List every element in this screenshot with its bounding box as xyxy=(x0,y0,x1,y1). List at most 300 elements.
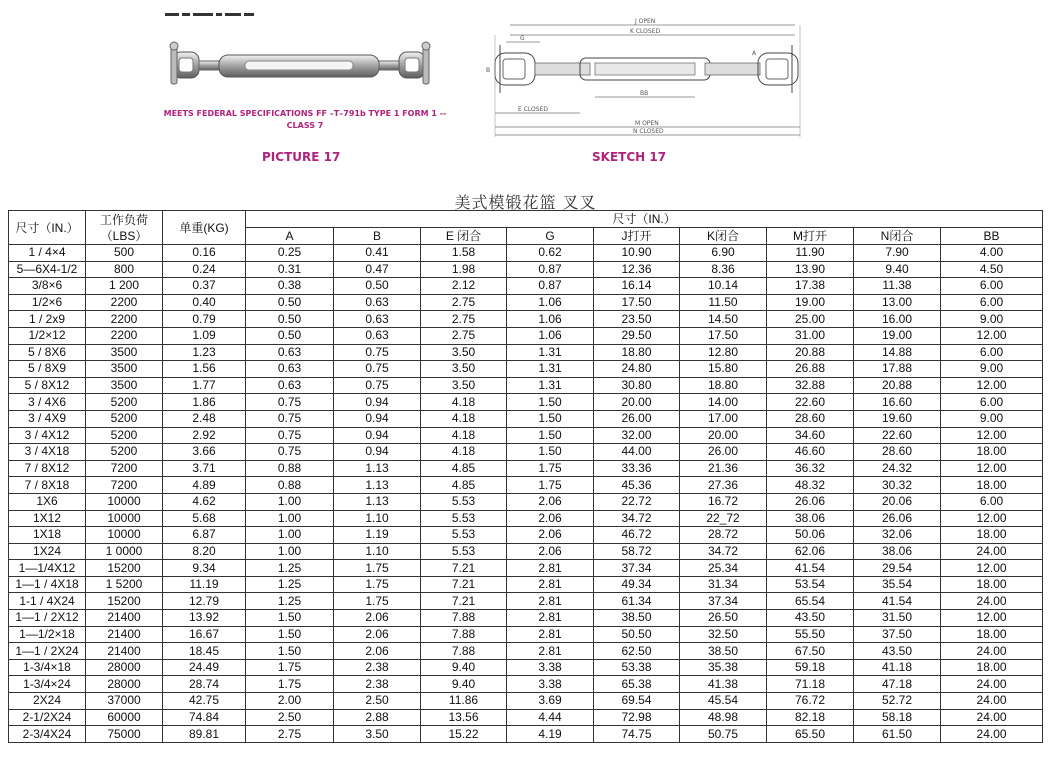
cell-e: 5.53 xyxy=(421,493,507,510)
header-size: 尺寸（IN.） xyxy=(9,211,86,245)
header-col-m: M打开 xyxy=(767,228,854,245)
cell-weight: 1.09 xyxy=(163,327,246,344)
cell-j: 72.98 xyxy=(594,709,680,726)
cell-m: 28.60 xyxy=(767,410,854,427)
cell-bb: 6.00 xyxy=(941,344,1043,361)
cell-b: 0.94 xyxy=(334,444,421,461)
cell-a: 2.00 xyxy=(246,693,334,710)
cell-j: 50.50 xyxy=(594,626,680,643)
cell-n: 31.50 xyxy=(854,610,941,627)
cell-g: 3.69 xyxy=(507,693,594,710)
cell-weight: 11.19 xyxy=(163,576,246,593)
cell-bb: 12.00 xyxy=(941,510,1043,527)
table-row xyxy=(9,410,1043,427)
header-load xyxy=(86,211,163,245)
cell-load: 1 5200 xyxy=(86,576,163,593)
cell-load: 500 xyxy=(86,245,163,262)
cell-n: 7.90 xyxy=(854,245,941,262)
cell-b: 0.50 xyxy=(334,278,421,295)
cell-e: 9.40 xyxy=(421,659,507,676)
cell-m: 32.88 xyxy=(767,377,854,394)
cell-e: 1.98 xyxy=(421,261,507,278)
cell-load: 1 0000 xyxy=(86,543,163,560)
cell-load: 5200 xyxy=(86,394,163,411)
cell-n: 32.06 xyxy=(854,527,941,544)
header-dimensions: 尺寸（IN.） xyxy=(246,211,1043,228)
cell-bb: 6.00 xyxy=(941,294,1043,311)
table-row xyxy=(9,676,1043,693)
cell-g: 1.31 xyxy=(507,361,594,378)
cell-weight: 89.81 xyxy=(163,726,246,743)
table-row xyxy=(9,510,1043,527)
table-row xyxy=(9,344,1043,361)
cell-m: 22.60 xyxy=(767,394,854,411)
table-row xyxy=(9,709,1043,726)
cell-g: 2.06 xyxy=(507,510,594,527)
cell-size: 1—1 / 4X18 xyxy=(9,576,86,593)
cell-bb: 18.00 xyxy=(941,527,1043,544)
cell-g: 1.06 xyxy=(507,311,594,328)
cell-weight: 1.23 xyxy=(163,344,246,361)
cell-b: 2.06 xyxy=(334,610,421,627)
cell-j: 24.80 xyxy=(594,361,680,378)
cell-b: 1.10 xyxy=(334,510,421,527)
cell-b: 0.75 xyxy=(334,377,421,394)
cell-e: 4.85 xyxy=(421,477,507,494)
cell-k: 22_72 xyxy=(680,510,767,527)
cell-weight: 3.66 xyxy=(163,444,246,461)
cell-weight: 2.48 xyxy=(163,410,246,427)
cell-n: 19.00 xyxy=(854,327,941,344)
cell-j: 22.72 xyxy=(594,493,680,510)
cell-b: 0.63 xyxy=(334,311,421,328)
cell-k: 6.90 xyxy=(680,245,767,262)
cell-bb: 12.00 xyxy=(941,327,1043,344)
cell-g: 1.31 xyxy=(507,344,594,361)
cell-size: 3 / 4X6 xyxy=(9,394,86,411)
cell-load: 28000 xyxy=(86,676,163,693)
cell-b: 0.94 xyxy=(334,394,421,411)
cell-n: 24.32 xyxy=(854,460,941,477)
table-row xyxy=(9,377,1043,394)
cell-a: 0.50 xyxy=(246,294,334,311)
table-row xyxy=(9,427,1043,444)
cell-load: 7200 xyxy=(86,477,163,494)
cell-weight: 24.49 xyxy=(163,659,246,676)
header-col-a: A xyxy=(246,228,334,245)
cell-m: 62.06 xyxy=(767,543,854,560)
cell-k: 17.00 xyxy=(680,410,767,427)
cell-a: 0.75 xyxy=(246,444,334,461)
cell-weight: 3.71 xyxy=(163,460,246,477)
cell-m: 82.18 xyxy=(767,709,854,726)
cell-g: 2.81 xyxy=(507,626,594,643)
cell-g: 2.81 xyxy=(507,643,594,660)
cell-g: 0.87 xyxy=(507,278,594,295)
cell-n: 52.72 xyxy=(854,693,941,710)
cell-k: 20.00 xyxy=(680,427,767,444)
cell-g: 2.06 xyxy=(507,543,594,560)
cell-m: 65.54 xyxy=(767,593,854,610)
cell-j: 16.14 xyxy=(594,278,680,295)
cell-g: 3.38 xyxy=(507,676,594,693)
cell-j: 34.72 xyxy=(594,510,680,527)
cell-g: 1.06 xyxy=(507,327,594,344)
cell-a: 0.75 xyxy=(246,410,334,427)
cell-bb: 12.00 xyxy=(941,560,1043,577)
cell-e: 15.22 xyxy=(421,726,507,743)
cell-size: 7 / 8X18 xyxy=(9,477,86,494)
header-col-k: K闭合 xyxy=(680,228,767,245)
cell-load: 5200 xyxy=(86,410,163,427)
cell-k: 35.38 xyxy=(680,659,767,676)
cell-weight: 16.67 xyxy=(163,626,246,643)
table-row xyxy=(9,444,1043,461)
header-load-line2: （LBS） xyxy=(100,228,148,243)
cell-bb: 24.00 xyxy=(941,643,1043,660)
cell-g: 1.75 xyxy=(507,477,594,494)
cell-load: 60000 xyxy=(86,709,163,726)
label-g: G xyxy=(520,35,525,42)
cell-load: 3500 xyxy=(86,361,163,378)
cell-load: 3500 xyxy=(86,377,163,394)
cell-bb: 6.00 xyxy=(941,394,1043,411)
cropped-header-fragment xyxy=(165,10,265,18)
cell-g: 2.06 xyxy=(507,493,594,510)
cell-size: 1X24 xyxy=(9,543,86,560)
cell-a: 0.88 xyxy=(246,477,334,494)
cell-size: 1X12 xyxy=(9,510,86,527)
turnbuckle-sketch-drawing xyxy=(470,15,820,140)
cell-k: 27.36 xyxy=(680,477,767,494)
cell-weight: 13.92 xyxy=(163,610,246,627)
header-weight: 单重(KG) xyxy=(163,211,246,245)
cell-n: 9.40 xyxy=(854,261,941,278)
label-e-closed: E CLOSED xyxy=(518,106,548,113)
cell-m: 26.88 xyxy=(767,361,854,378)
cell-bb: 12.00 xyxy=(941,460,1043,477)
cell-load: 5200 xyxy=(86,427,163,444)
cell-load: 21400 xyxy=(86,626,163,643)
cell-weight: 2.92 xyxy=(163,427,246,444)
cell-bb: 18.00 xyxy=(941,444,1043,461)
cell-b: 2.38 xyxy=(334,659,421,676)
cell-k: 50.75 xyxy=(680,726,767,743)
table-row xyxy=(9,643,1043,660)
cell-n: 38.06 xyxy=(854,543,941,560)
cell-b: 0.63 xyxy=(334,327,421,344)
cell-g: 0.62 xyxy=(507,245,594,262)
label-k-closed: K CLOSED xyxy=(630,28,661,35)
cell-k: 25.34 xyxy=(680,560,767,577)
cell-size: 2-1/2X24 xyxy=(9,709,86,726)
cell-g: 1.75 xyxy=(507,460,594,477)
cell-j: 30.80 xyxy=(594,377,680,394)
table-row xyxy=(9,311,1043,328)
cell-n: 61.50 xyxy=(854,726,941,743)
cell-b: 2.06 xyxy=(334,643,421,660)
cell-n: 17.88 xyxy=(854,361,941,378)
cell-b: 1.75 xyxy=(334,593,421,610)
cell-a: 1.50 xyxy=(246,610,334,627)
cell-g: 2.81 xyxy=(507,593,594,610)
cell-weight: 42.75 xyxy=(163,693,246,710)
cell-n: 22.60 xyxy=(854,427,941,444)
cell-size: 3 / 4X12 xyxy=(9,427,86,444)
cell-a: 0.63 xyxy=(246,361,334,378)
cell-n: 20.88 xyxy=(854,377,941,394)
table-row xyxy=(9,245,1043,262)
table-row xyxy=(9,361,1043,378)
cell-e: 2.75 xyxy=(421,294,507,311)
cell-size: 1 / 4×4 xyxy=(9,245,86,262)
cell-bb: 18.00 xyxy=(941,576,1043,593)
cell-n: 13.00 xyxy=(854,294,941,311)
cell-size: 1—1/2×18 xyxy=(9,626,86,643)
cell-m: 48.32 xyxy=(767,477,854,494)
table-row xyxy=(9,593,1043,610)
cell-bb: 12.00 xyxy=(941,427,1043,444)
label-a: A xyxy=(752,50,757,57)
cell-n: 35.54 xyxy=(854,576,941,593)
cell-j: 23.50 xyxy=(594,311,680,328)
cell-weight: 4.89 xyxy=(163,477,246,494)
cell-m: 13.90 xyxy=(767,261,854,278)
cell-j: 45.36 xyxy=(594,477,680,494)
table-row xyxy=(9,278,1043,295)
cell-k: 15.80 xyxy=(680,361,767,378)
cell-bb: 9.00 xyxy=(941,311,1043,328)
cell-k: 11.50 xyxy=(680,294,767,311)
cell-m: 19.00 xyxy=(767,294,854,311)
cell-e: 1.58 xyxy=(421,245,507,262)
cell-a: 1.25 xyxy=(246,593,334,610)
cell-weight: 12.79 xyxy=(163,593,246,610)
turnbuckle-photo xyxy=(165,38,435,94)
cell-k: 41.38 xyxy=(680,676,767,693)
cell-load: 3500 xyxy=(86,344,163,361)
cell-m: 55.50 xyxy=(767,626,854,643)
cell-k: 14.50 xyxy=(680,311,767,328)
cell-weight: 4.62 xyxy=(163,493,246,510)
label-m-open: M OPEN xyxy=(635,120,659,127)
cell-j: 58.72 xyxy=(594,543,680,560)
cell-b: 0.47 xyxy=(334,261,421,278)
header-col-g: G xyxy=(507,228,594,245)
cell-bb: 4.00 xyxy=(941,245,1043,262)
cell-bb: 18.00 xyxy=(941,659,1043,676)
cell-b: 1.19 xyxy=(334,527,421,544)
cell-bb: 24.00 xyxy=(941,693,1043,710)
cell-size: 5—6X4-1/2 xyxy=(9,261,86,278)
cell-n: 14.88 xyxy=(854,344,941,361)
cell-a: 1.00 xyxy=(246,493,334,510)
cell-n: 58.18 xyxy=(854,709,941,726)
cell-b: 0.75 xyxy=(334,344,421,361)
cell-m: 25.00 xyxy=(767,311,854,328)
cell-weight: 1.56 xyxy=(163,361,246,378)
header-load-line1: 工作负荷 xyxy=(99,212,148,227)
cell-size: 1X18 xyxy=(9,527,86,544)
cell-k: 45.54 xyxy=(680,693,767,710)
cell-k: 8.36 xyxy=(680,261,767,278)
cell-k: 31.34 xyxy=(680,576,767,593)
table-row xyxy=(9,610,1043,627)
cell-bb: 12.00 xyxy=(941,377,1043,394)
cell-b: 2.88 xyxy=(334,709,421,726)
cell-b: 0.94 xyxy=(334,427,421,444)
cell-m: 41.54 xyxy=(767,560,854,577)
cell-a: 0.50 xyxy=(246,327,334,344)
cell-size: 1—1/4X12 xyxy=(9,560,86,577)
federal-spec-note: MEETS FEDERAL SPECIFICATIONS FF –T–791b TYPE 1 FORM 1 -- CLASS 7 xyxy=(163,109,447,130)
cell-a: 1.75 xyxy=(246,676,334,693)
table-row xyxy=(9,261,1043,278)
label-n-closed: N CLOSED xyxy=(633,128,664,135)
cell-j: 37.34 xyxy=(594,560,680,577)
cell-n: 43.50 xyxy=(854,643,941,660)
cell-j: 17.50 xyxy=(594,294,680,311)
cell-load: 75000 xyxy=(86,726,163,743)
cell-a: 0.75 xyxy=(246,394,334,411)
cell-n: 30.32 xyxy=(854,477,941,494)
cell-size: 7 / 8X12 xyxy=(9,460,86,477)
cell-e: 2.12 xyxy=(421,278,507,295)
cell-weight: 1.86 xyxy=(163,394,246,411)
cell-j: 69.54 xyxy=(594,693,680,710)
cell-m: 26.06 xyxy=(767,493,854,510)
cell-e: 4.85 xyxy=(421,460,507,477)
cell-e: 5.53 xyxy=(421,543,507,560)
header-col-e: E 闭合 xyxy=(421,228,507,245)
cell-k: 32.50 xyxy=(680,626,767,643)
header-col-b: B xyxy=(334,228,421,245)
cell-load: 10000 xyxy=(86,527,163,544)
cell-e: 5.53 xyxy=(421,510,507,527)
cell-size: 3/8×6 xyxy=(9,278,86,295)
cell-m: 65.50 xyxy=(767,726,854,743)
cell-weight: 74.84 xyxy=(163,709,246,726)
cell-g: 2.06 xyxy=(507,527,594,544)
cell-b: 3.50 xyxy=(334,726,421,743)
cell-n: 28.60 xyxy=(854,444,941,461)
cell-k: 16.72 xyxy=(680,493,767,510)
cell-a: 0.63 xyxy=(246,344,334,361)
table-row xyxy=(9,460,1043,477)
cell-g: 2.81 xyxy=(507,560,594,577)
cell-m: 11.90 xyxy=(767,245,854,262)
cell-a: 0.25 xyxy=(246,245,334,262)
cell-bb: 4.50 xyxy=(941,261,1043,278)
table-title: 美式模锻花篮 叉叉 xyxy=(454,193,597,212)
cell-m: 67.50 xyxy=(767,643,854,660)
cell-j: 18.80 xyxy=(594,344,680,361)
cell-b: 0.94 xyxy=(334,410,421,427)
cell-load: 2200 xyxy=(86,327,163,344)
cell-load: 2200 xyxy=(86,311,163,328)
cell-load: 7200 xyxy=(86,460,163,477)
cell-size: 3 / 4X9 xyxy=(9,410,86,427)
cell-e: 11.86 xyxy=(421,693,507,710)
cell-load: 21400 xyxy=(86,643,163,660)
cell-k: 17.50 xyxy=(680,327,767,344)
cell-n: 37.50 xyxy=(854,626,941,643)
cell-b: 1.13 xyxy=(334,460,421,477)
cell-j: 29.50 xyxy=(594,327,680,344)
cell-m: 17.38 xyxy=(767,278,854,295)
table-row xyxy=(9,693,1043,710)
label-b: B xyxy=(486,67,491,74)
cell-b: 1.13 xyxy=(334,493,421,510)
cell-weight: 1.77 xyxy=(163,377,246,394)
table-row xyxy=(9,576,1043,593)
cell-k: 34.72 xyxy=(680,543,767,560)
spec-table xyxy=(8,210,1043,743)
cell-m: 46.60 xyxy=(767,444,854,461)
cell-a: 2.50 xyxy=(246,709,334,726)
cell-size: 1-3/4×24 xyxy=(9,676,86,693)
cell-n: 19.60 xyxy=(854,410,941,427)
cell-load: 10000 xyxy=(86,493,163,510)
cell-a: 1.50 xyxy=(246,626,334,643)
cell-size: 1—1 / 2X12 xyxy=(9,610,86,627)
cell-b: 1.10 xyxy=(334,543,421,560)
cell-weight: 8.20 xyxy=(163,543,246,560)
cell-e: 7.88 xyxy=(421,610,507,627)
cell-m: 31.00 xyxy=(767,327,854,344)
header-col-n: N闭合 xyxy=(854,228,941,245)
cell-j: 61.34 xyxy=(594,593,680,610)
cell-a: 0.38 xyxy=(246,278,334,295)
cell-g: 1.06 xyxy=(507,294,594,311)
jaw-jaw-turnbuckle-image xyxy=(165,38,435,94)
figure-area xyxy=(0,0,1051,185)
table-body xyxy=(9,245,1043,743)
cell-weight: 9.34 xyxy=(163,560,246,577)
cell-b: 2.06 xyxy=(334,626,421,643)
cell-n: 41.54 xyxy=(854,593,941,610)
cell-size: 3 / 4X18 xyxy=(9,444,86,461)
cell-weight: 18.45 xyxy=(163,643,246,660)
cell-a: 0.63 xyxy=(246,377,334,394)
cell-j: 65.38 xyxy=(594,676,680,693)
cell-e: 13.56 xyxy=(421,709,507,726)
cell-g: 4.19 xyxy=(507,726,594,743)
cell-e: 7.21 xyxy=(421,560,507,577)
cell-size: 5 / 8X9 xyxy=(9,361,86,378)
cell-k: 38.50 xyxy=(680,643,767,660)
cell-a: 0.75 xyxy=(246,427,334,444)
cell-b: 2.38 xyxy=(334,676,421,693)
table-row xyxy=(9,527,1043,544)
cell-weight: 0.16 xyxy=(163,245,246,262)
cell-j: 44.00 xyxy=(594,444,680,461)
cell-size: 5 / 8X12 xyxy=(9,377,86,394)
table-row xyxy=(9,477,1043,494)
cell-load: 10000 xyxy=(86,510,163,527)
cell-size: 1/2×12 xyxy=(9,327,86,344)
cell-n: 20.06 xyxy=(854,493,941,510)
cell-k: 14.00 xyxy=(680,394,767,411)
cell-size: 1-3/4×18 xyxy=(9,659,86,676)
cell-bb: 24.00 xyxy=(941,543,1043,560)
table-row xyxy=(9,626,1043,643)
cell-e: 7.88 xyxy=(421,626,507,643)
cell-a: 1.25 xyxy=(246,560,334,577)
label-j-open: J OPEN xyxy=(635,18,656,25)
cell-k: 21.36 xyxy=(680,460,767,477)
cell-size: 1-1 / 4X24 xyxy=(9,593,86,610)
